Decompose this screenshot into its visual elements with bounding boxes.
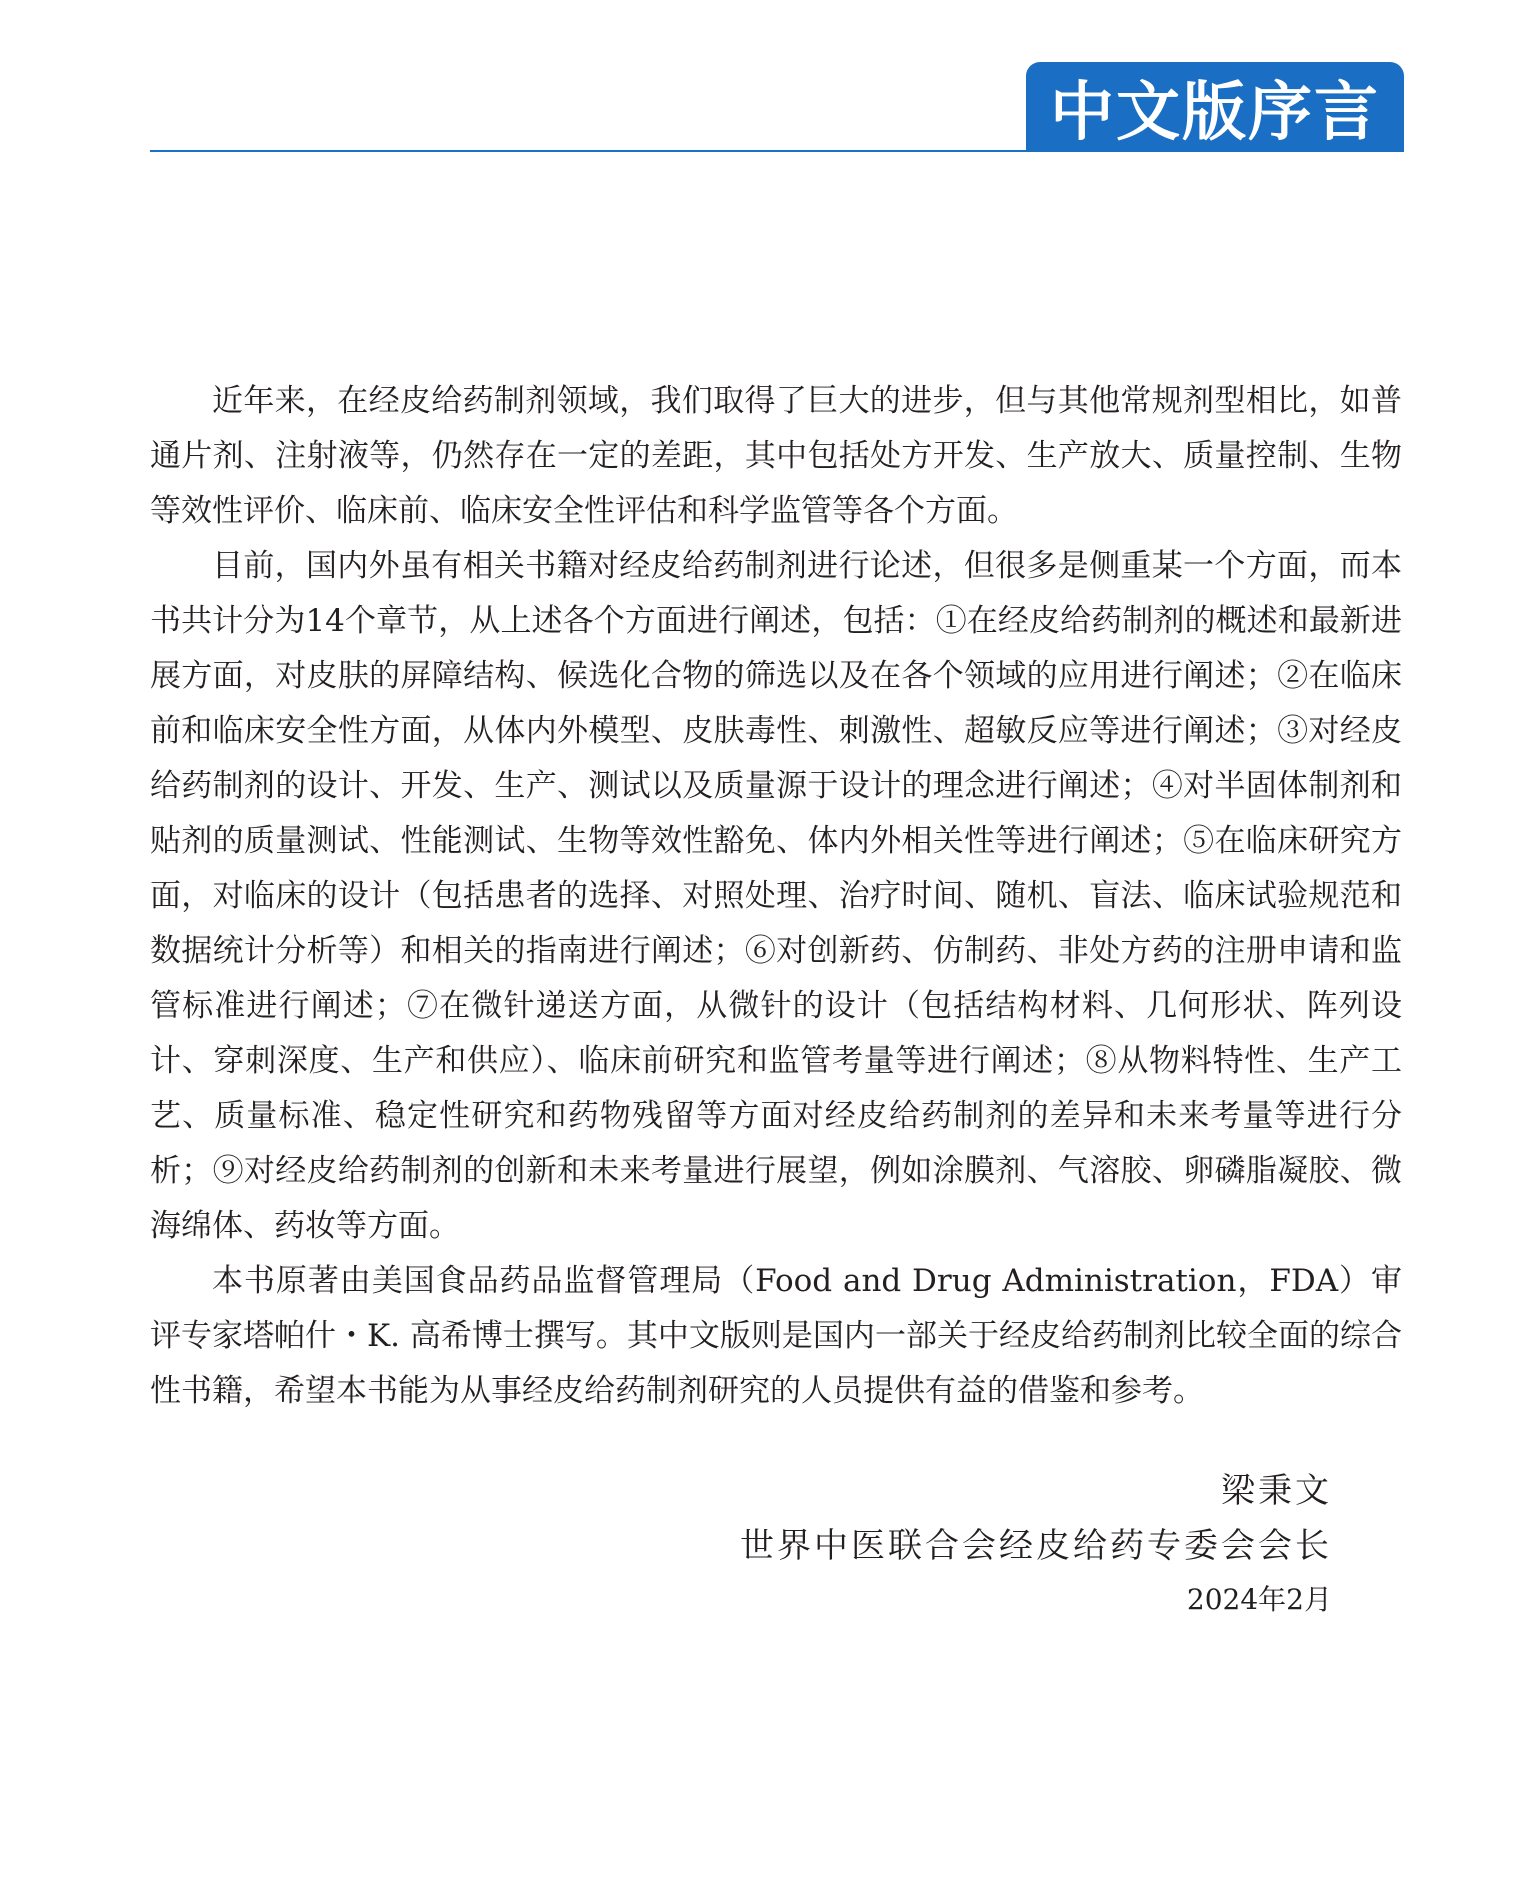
signature-name: 梁秉文	[1221, 1471, 1332, 1511]
signature-date: 2024年2月	[1186, 1583, 1332, 1616]
preface-body	[150, 374, 1402, 1419]
paragraph-1: 近年来，在经皮给药制剂领域，我们取得了巨大的进步，但与其他常规剂型相比，如普通片剂、注射液等，仍然存在一定的差距，其中包括处方开发、生产放大、质量控制、生物等效性评价、临床前、临床安全性评估和科学监管等各个方面。	[150, 383, 1402, 529]
signature-block	[740, 1464, 1332, 1626]
paragraph-2: 目前，国内外虽有相关书籍对经皮给药制剂进行论述，但很多是侧重某一个方面，而本书共计分为14个章节，从上述各个方面进行阐述，包括：①在经皮给药制剂的概述和最新进展方面，对皮肤的屏障结构、候选化合物的筛选以及在各个领域的应用进行阐述；②在临床前和临床安全性方面，从体内外模型、皮肤毒性、刺激性、超敏反应等进行阐述；③对经皮给药制剂的设计、开发、生产、测试以及质量源于设计的理念进行阐述；④对半固体制剂和贴剂的质量测试、性能测试、生物等效性豁免、体内外相关性等进行阐述；⑤在临床研究方面，对临床的设计（包括患者的选择、对照处理、治疗时间、随机、盲法、临床试验规范和数据统计分析等）和相关的指南进行阐述；⑥对创新药、仿制药、非处方药的注册申请和监管标准进行阐述；⑦在微针递送方面，从微针的设计（包括结构材料、几何形状、阵列设计、穿刺深度、生产和供应）、临床前研究和监管考量等进行阐述；⑧从物料特性、生产工艺、质量标准、稳定性研究和药物残留等方面对经皮给药制剂的差异和未来考量等进行分析；⑨对经皮给药制剂的创新和未来考量进行展望，例如涂膜剂、气溶胶、卵磷脂凝胶、微海绵体、药妆等方面。	[150, 548, 1402, 1244]
signature-affiliation: 世界中医联合会经皮给药专委会会长	[740, 1526, 1332, 1566]
preface-title: 中文版序言	[1026, 62, 1404, 152]
paragraph-3: 本书原著由美国食品药品监督管理局（Food and Drug Administration，FDA）审评专家塔帕什・K. 高希博士撰写。其中文版则是国内一部关于经皮给药制剂比较全面的综合性书籍，希望本书能为从事经皮给药制剂研究的人员提供有益的借鉴和参考。	[150, 1263, 1402, 1409]
